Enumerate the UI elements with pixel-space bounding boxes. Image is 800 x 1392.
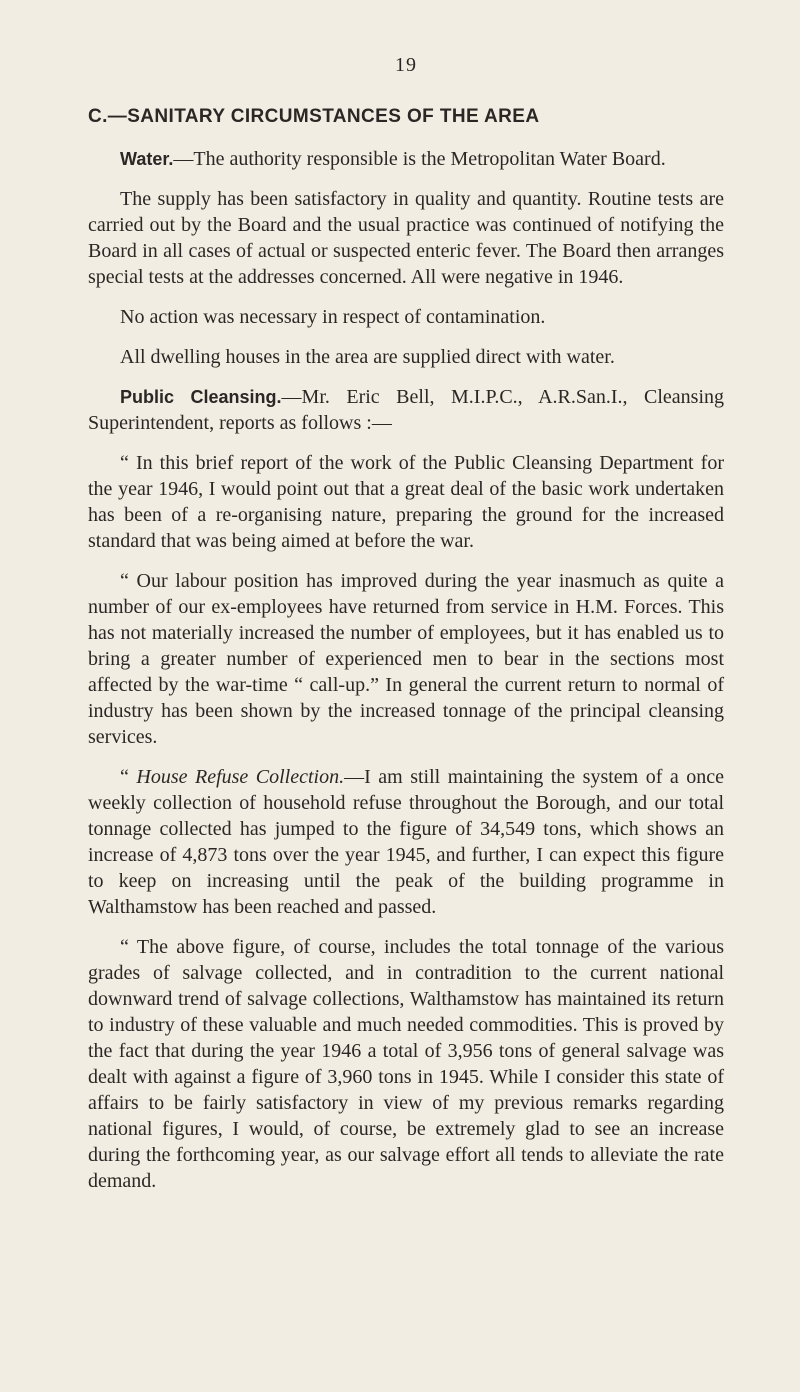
page-number: 19 — [395, 54, 417, 76]
salvage-paragraph: “ The above figure, of course, includes the total tonnage of the various grades of salvage collected, and in contradition to the current national downward trend of salvage collections, Walthamstow has maintained its return to industry of these valuable and much needed commodities. This is proved by the fact that during the year 1946 a total of 3,956 tons of general salvage was dealt with against a figure of 3,960 tons in 1945. While I consider this state of affairs to be fairly satisfactory in view of my previous remarks regarding national figures, I would, of course, be extremely glad to see an increase during the forthcoming year, as our salvage effort all tends to alleviate the rate demand. — [88, 936, 724, 1192]
document-page — [88, 52, 724, 1208]
public-cleansing-lead: Public Cleansing. — [120, 387, 282, 407]
house-refuse-text: —I am still maintaining the system of a once weekly collection of household refuse throughout the Borough, and our total tonnage collected has jumped to the figure of 34,549 tons, which shows an increase of 4,873 tons over the year 1945, and further, I can expect this figure to keep on increasing until the peak of the building programme in Walthamstow has been reached and passed. — [88, 766, 724, 918]
section-heading: C.—SANITARY CIRCUMSTANCES OF THE AREA — [88, 106, 540, 127]
house-refuse-paragraph — [88, 764, 724, 920]
water-supply-paragraph: The supply has been satisfactory in quality and quantity. Routine tests are carried out by the Board and the usual practice was continued of notifying the Board in all cases of actual or suspected enteric fever. The Board then arranges special tests at the addresses concerned. All were negative in 1946. — [88, 188, 724, 288]
water-paragraph — [88, 146, 724, 172]
report-intro-paragraph: “ In this brief report of the work of the Public Cleansing Department for the year 1946, I would point out that a great deal of the basic work undertaken has been of a re-organising nature, preparing the ground for the increased standard that was being aimed at before the war. — [88, 452, 724, 552]
water-text: —The authority responsible is the Metropolitan Water Board. — [173, 148, 666, 170]
house-refuse-open-quote: “ — [120, 766, 137, 788]
dwelling-houses-paragraph: All dwelling houses in the area are supplied direct with water. — [120, 346, 615, 368]
public-cleansing-text: —Mr. Eric Bell, M.I.P.C., A.R.San.I., Cleansing Superintendent, reports as follows :— — [88, 386, 725, 434]
public-cleansing-paragraph — [88, 384, 724, 436]
contamination-paragraph: No action was necessary in respect of contamination. — [120, 306, 546, 328]
water-lead: Water. — [120, 149, 174, 169]
house-refuse-title: House Refuse Collection. — [136, 766, 345, 788]
labour-position-paragraph: “ Our labour position has improved during the year inasmuch as quite a number of our ex-employees have returned from service in H.M. Forces. This has not materially increased the number of employees, but it has enabled us to bring a greater number of experienced men to bear in the sections most affected by the war-time “ call-up.” In general the current return to normal of industry has been shown by the increased tonnage of the principal cleansing services. — [88, 570, 724, 748]
